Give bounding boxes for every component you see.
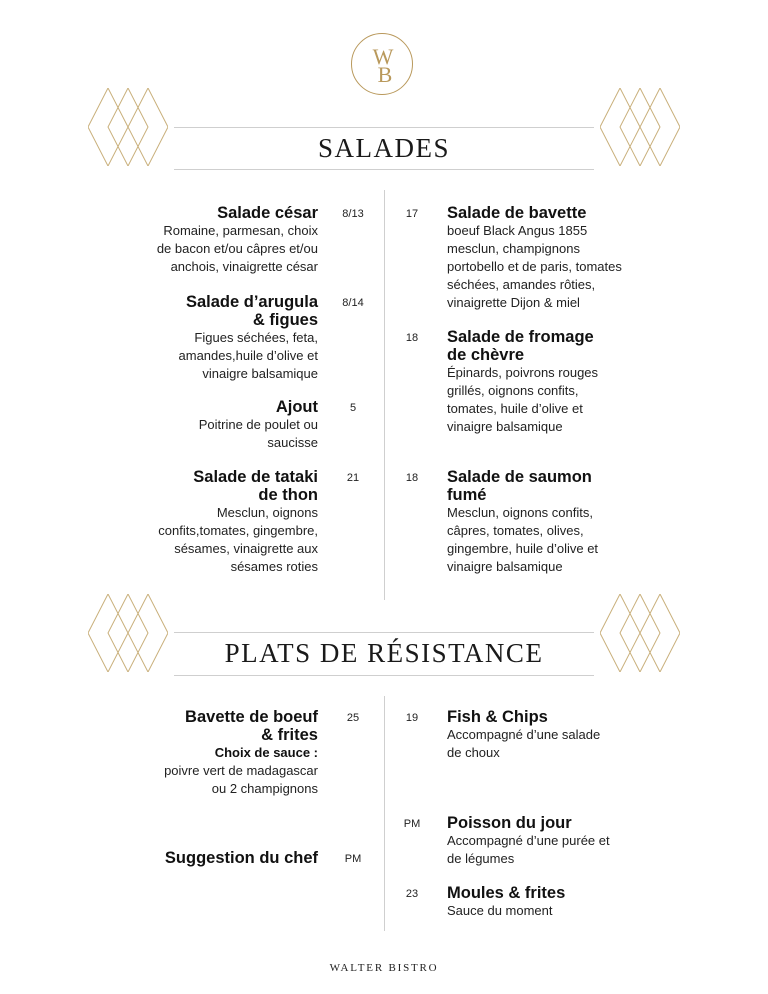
wb-logo xyxy=(351,33,413,95)
item-price: 18 xyxy=(405,332,419,344)
salades-bottom-rule xyxy=(174,169,594,170)
item-desc-line: anchois, vinaigrette césar xyxy=(170,259,318,274)
item-desc-line: Sauce du moment xyxy=(447,903,553,918)
item-price: PM xyxy=(344,853,362,865)
menu-item xyxy=(78,293,318,383)
item-desc-line: Accompagné d’une purée et xyxy=(447,833,610,848)
item-desc-line: saucisse xyxy=(267,435,318,450)
item-desc-line: de bacon et/ou câpres et/ou xyxy=(156,241,318,256)
item-desc-line: Accompagné d’une salade xyxy=(447,727,601,742)
item-name: Fish & Chips xyxy=(447,708,548,726)
salades-column-divider xyxy=(384,190,385,600)
item-desc-line: Figues séchées, feta, xyxy=(194,330,318,345)
plats-title: PLATS DE RÉSISTANCE xyxy=(224,638,544,668)
item-desc-line: sésames, vinaigrette aux xyxy=(174,541,318,556)
salades-top-rule xyxy=(174,127,594,128)
svg-text:W: W xyxy=(372,44,394,69)
item-name: & frites xyxy=(261,726,318,744)
item-desc-line: vinaigrette Dijon & miel xyxy=(447,295,580,310)
plats-bottom-rule xyxy=(174,675,594,676)
item-name: & figues xyxy=(252,311,318,329)
item-sub-heading: Choix de sauce : xyxy=(214,745,318,760)
item-name: Bavette de boeuf xyxy=(185,708,318,726)
salades-title: SALADES xyxy=(317,133,450,163)
item-name: Salade césar xyxy=(217,204,318,222)
item-desc-line: Mesclun, oignons confits, xyxy=(447,505,593,520)
item-name: Salade de fromage xyxy=(447,328,594,346)
menu-item xyxy=(447,468,667,576)
menu-item xyxy=(447,814,667,868)
item-name: Poisson du jour xyxy=(447,814,572,832)
menu-item xyxy=(78,849,318,867)
item-desc-line: Mesclun, oignons xyxy=(216,505,318,520)
item-desc-line: Poitrine de poulet ou xyxy=(198,417,318,432)
item-price: PM xyxy=(403,818,421,830)
item-price: 5 xyxy=(349,402,357,414)
footer-brand: WALTER BISTRO xyxy=(329,962,439,974)
item-name: fumé xyxy=(447,486,487,504)
item-desc-line: poivre vert de madagascar xyxy=(164,763,318,778)
menu-item xyxy=(447,328,667,436)
svg-text:B: B xyxy=(377,62,393,87)
item-desc-line: vinaigre balsamique xyxy=(202,366,318,381)
item-desc-line: portobello et de paris, tomates xyxy=(447,259,622,274)
item-desc-line: tomates, huile d’olive et xyxy=(447,401,583,416)
item-price: 18 xyxy=(405,472,419,484)
menu-item xyxy=(78,204,318,276)
item-desc-line: Romaine, parmesan, choix xyxy=(163,223,318,238)
menu-item xyxy=(447,884,667,920)
item-price: 8/14 xyxy=(342,297,364,309)
item-price: 25 xyxy=(346,712,360,724)
item-desc-line: séchées, amandes rôties, xyxy=(447,277,596,292)
item-name: Suggestion du chef xyxy=(164,849,318,867)
menu-item xyxy=(447,204,667,312)
plats-column-divider xyxy=(384,696,385,931)
item-desc-line: boeuf Black Angus 1855 xyxy=(447,223,588,238)
item-name: Salade de bavette xyxy=(447,204,587,222)
wb-monogram-icon xyxy=(352,34,414,96)
item-price: 17 xyxy=(405,208,419,220)
item-name: Ajout xyxy=(275,398,318,416)
menu-item xyxy=(78,468,318,576)
item-desc-line: ou 2 champignons xyxy=(211,781,318,796)
item-name: Salade d’arugula xyxy=(185,293,318,311)
item-desc-line: de choux xyxy=(447,745,500,760)
item-name: de thon xyxy=(258,486,318,504)
item-desc-line: confits,tomates, gingembre, xyxy=(158,523,318,538)
item-price: 8/13 xyxy=(342,208,364,220)
item-desc-line: vinaigre balsamique xyxy=(447,419,563,434)
menu-item xyxy=(78,708,318,798)
item-desc-line: amandes,huile d’olive et xyxy=(178,348,318,363)
item-price: 21 xyxy=(346,472,360,484)
item-desc-line: mesclun, champignons xyxy=(447,241,580,256)
item-desc-line: grillés, oignons confits, xyxy=(447,383,579,398)
item-desc-line: sésames roties xyxy=(230,559,318,574)
item-name: Moules & frites xyxy=(447,884,566,902)
menu-item xyxy=(78,398,318,452)
item-price: 19 xyxy=(405,712,419,724)
item-desc-line: vinaigre balsamique xyxy=(447,559,563,574)
item-desc-line: Épinards, poivrons rouges xyxy=(447,365,599,380)
plats-top-rule xyxy=(174,632,594,633)
item-name: Salade de saumon xyxy=(447,468,592,486)
menu-item xyxy=(447,708,667,762)
item-name: Salade de tataki xyxy=(193,468,318,486)
item-price: 23 xyxy=(405,888,419,900)
item-desc-line: câpres, tomates, olives, xyxy=(447,523,584,538)
item-name: de chèvre xyxy=(447,346,525,364)
item-desc-line: gingembre, huile d’olive et xyxy=(447,541,599,556)
item-desc-line: de légumes xyxy=(447,851,515,866)
